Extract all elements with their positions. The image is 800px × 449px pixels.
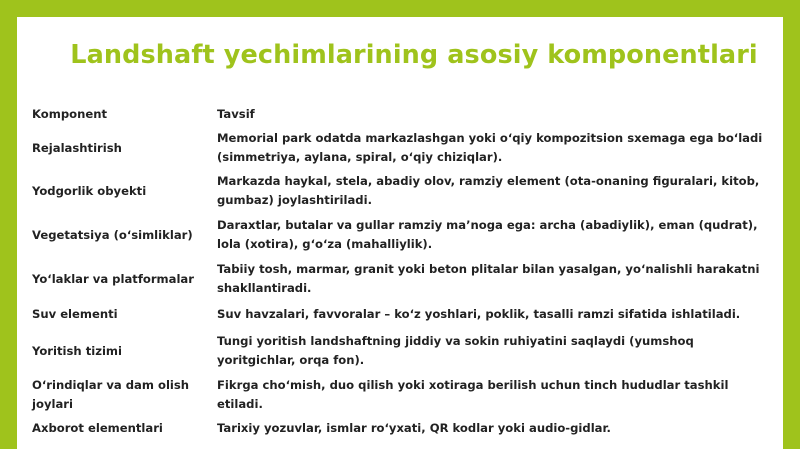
components-table xyxy=(32,105,782,439)
header-component: Komponent xyxy=(32,107,108,121)
header-description: Tavsif xyxy=(217,107,255,121)
row-component: Vegetatsiya (o‘simliklar) xyxy=(32,227,193,242)
row-component: Rejalashtirish xyxy=(32,140,122,155)
table-row xyxy=(32,128,782,168)
table-row xyxy=(32,258,782,300)
row-description: Fikrga cho‘mish, duo qilish yoki xotiraga berilish uchun tinch hududlar tashkil etiladi. xyxy=(217,378,729,411)
row-description: Suv havzalari, favvoralar – ko‘z yoshlari, poklik, tasalli ramzi sifatida ishlatiladi. xyxy=(217,306,741,321)
row-component: Yo‘laklar va platformalar xyxy=(32,271,194,286)
table-header-row xyxy=(32,105,782,124)
row-component: O‘rindiqlar va dam olish joylari xyxy=(32,378,190,411)
table-row xyxy=(32,170,782,212)
row-description: Tungi yoritish landshaftning jiddiy va sokin ruhiyatini saqlaydi (yumshoq yoritgichlar, orqa fon). xyxy=(217,334,694,367)
table-row xyxy=(32,417,782,439)
row-component: Yoritish tizimi xyxy=(32,343,122,358)
row-description: Tabiiy tosh, marmar, granit yoki beton plitalar bilan yasalgan, yo‘nalishli harakatni shakllantiradi. xyxy=(217,262,760,295)
table-row xyxy=(32,330,782,372)
table-row xyxy=(32,374,782,416)
row-component: Yodgorlik obyekti xyxy=(32,183,147,198)
slide xyxy=(17,17,783,449)
row-description: Memorial park odatda markazlashgan yoki o‘qiy kompozitsion sxemaga ega bo‘ladi (simmetriya, aylana, spiral, o‘qiy chiziqlar). xyxy=(217,131,763,164)
row-component: Suv elementi xyxy=(32,306,118,321)
slide-title: Landshaft yechimlarining asosiy komponentlari xyxy=(70,40,758,70)
table-row xyxy=(32,214,782,256)
row-component: Axborot elementlari xyxy=(32,420,163,435)
row-description: Tarixiy yozuvlar, ismlar ro‘yxati, QR kodlar yoki audio-gidlar. xyxy=(217,420,611,435)
row-description: Markazda haykal, stela, abadiy olov, ramziy element (ota-onaning figuralari, kitob, gumbaz) joylashtiriladi. xyxy=(217,174,760,207)
row-description: Daraxtlar, butalar va gullar ramziy ma’noga ega: archa (abadiylik), eman (qudrat), lola (xotira), g‘o‘za (mahalliylik). xyxy=(217,218,758,251)
table-row xyxy=(32,302,782,326)
